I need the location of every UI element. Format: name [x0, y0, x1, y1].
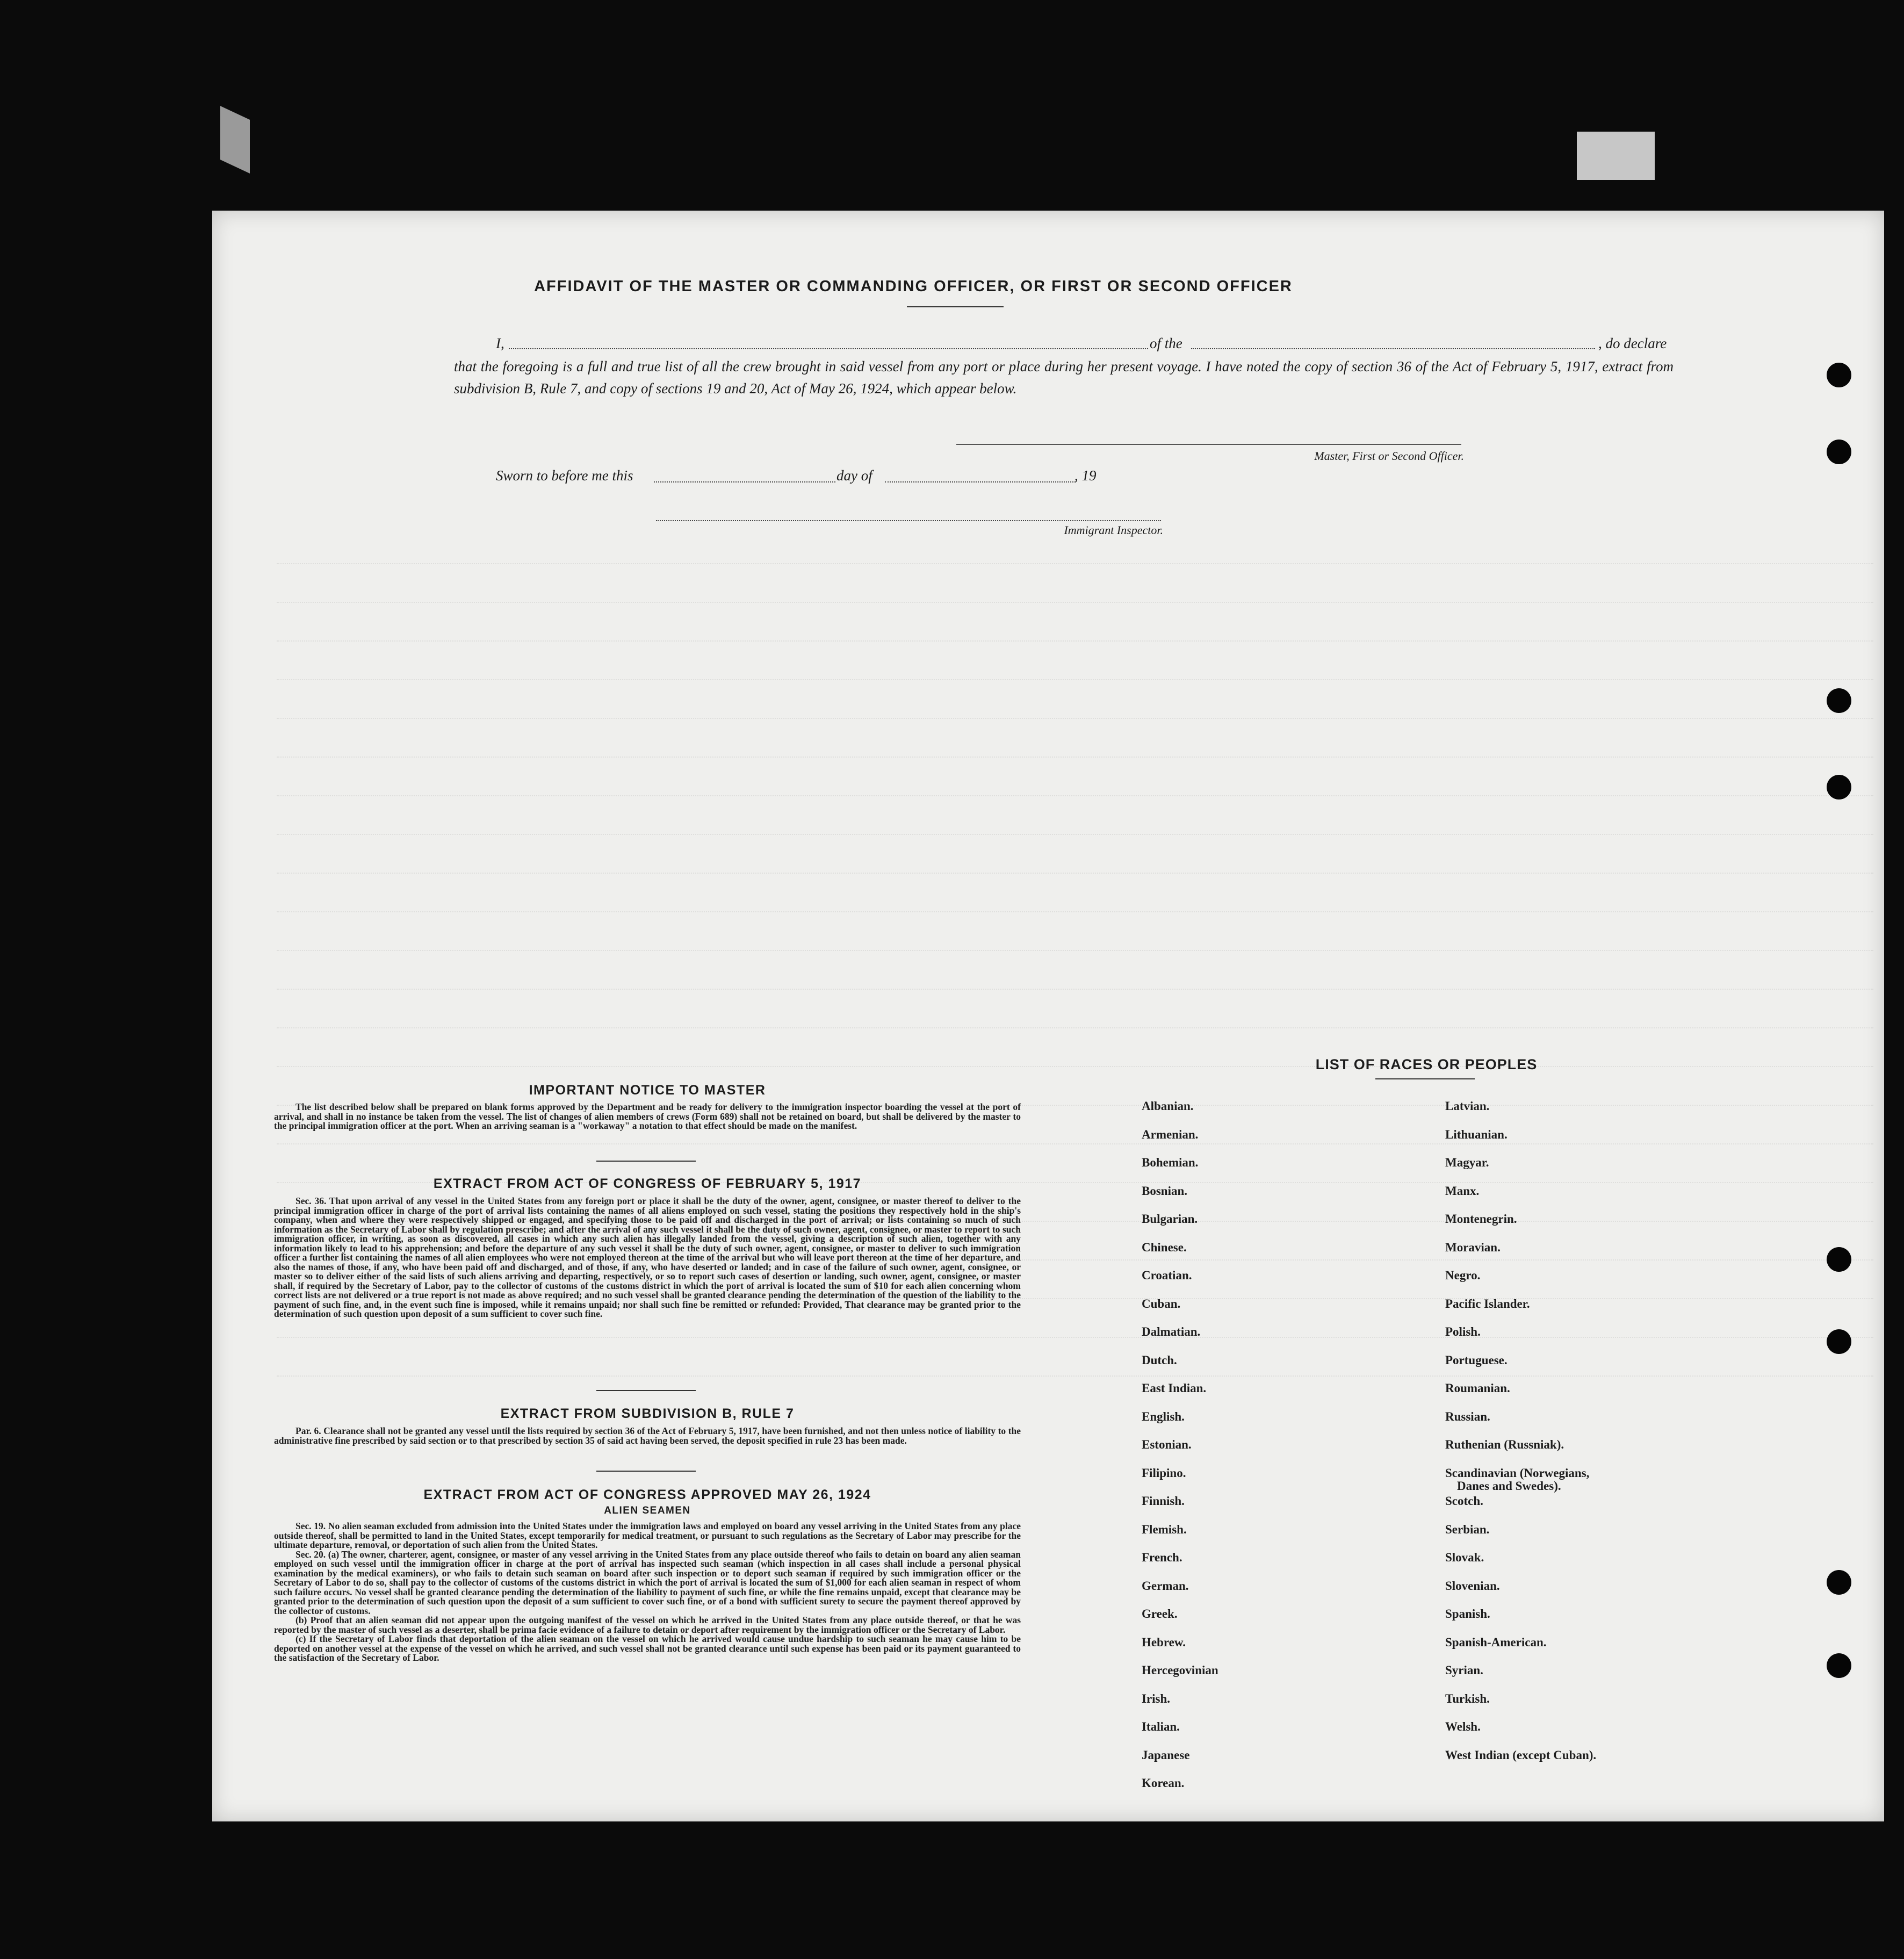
punch-hole [1827, 363, 1851, 387]
notice-text: The list described below shall be prepared on blank forms approved by the Department and be ready for delivery to the immigration inspector boarding the vessel at the port of arrival, and shall in no instance be taken from the vessel. The list of changes of alien members of crews (Form 689) shall not be retained on board, but shall be delivered by the master to the principal immigration officer at the port. When an arriving seaman is a "workaway" a notation to that effect should be made on the manifest. [274, 1101, 1021, 1131]
ghost-row [277, 593, 1873, 603]
race-item: Scandinavian (Norwegians, [1445, 1466, 1590, 1480]
ghost-row [277, 864, 1873, 874]
ghost-row [277, 941, 1873, 951]
race-item: Serbian. [1445, 1522, 1490, 1536]
races-rule [1375, 1078, 1475, 1079]
i-label: I, [496, 335, 504, 351]
race-item: English. [1142, 1409, 1185, 1423]
race-item: Danes and Swedes). [1457, 1479, 1561, 1493]
race-item: Estonian. [1142, 1438, 1192, 1451]
ghost-row [277, 825, 1873, 835]
day-of-label: day of [836, 467, 872, 484]
race-item: Pacific Islander. [1445, 1297, 1530, 1310]
notice-rule [596, 1161, 696, 1162]
race-item: Turkish. [1445, 1691, 1490, 1705]
ghost-row [277, 709, 1873, 719]
ghost-row [277, 980, 1873, 990]
extract-1917-text: Sec. 36. That upon arrival of any vessel in the United States from any foreign port or place it shall be the duty of the owner, agent, consignee, or master thereof to deliver to the principal immigration officer in charge of the port of arrival lists containing the names of all aliens employed on such vessel, stating the positions they respectively hold in the ship's company, when and where they were respectively shipped or engaged, and specifying those to be paid off and discharged in the port of arrival; or lists containing so much of such information as the Secretary of Labor shall by regulation prescribe; and after the arrival of any such vessel it shall be the duty of such owner, agent, consignee, or master to report to such immigration officer, in writing, as soon as discovered, all cases in which any such alien has illegally landed from the vessel, giving a description of such alien, together with any information likely to lead to his apprehension; and before the departure of any such vessel it shall be the duty of such owner, agent, consignee, or master to deliver to such immigration officer a further list containing the names of all alien employees who were not employed thereon at the time of the arrival but who will leave port thereon at the time of her departure, and also the names of those, if any, who have been paid off and discharged, and of those, if any, who have deserted or landed; and in case of the failure of such owner, agent, consignee, or master so to deliver either of the said lists of such aliens arriving and departing, respectively, or so to report such cases of desertion or landing, such owner, agent, consignee, or master shall, if required by the Secretary of Labor, pay to the collector of customs of the customs district in which the port of arrival is located the sum of $10 for each alien concerning whom correct lists are not delivered or a true report is not made as above required; and no such vessel shall be granted clearance pending the determination of the question of the liability to the payment of such fine, and, in the event such fine is imposed, while it remains unpaid; nor shall such fine be remitted or refunded: Provided, That clearance may be granted prior to the determination of such question upon deposit of a sum sufficient to cover such fine. [274, 1195, 1021, 1319]
race-item: Irish. [1142, 1691, 1171, 1705]
race-item: Bohemian. [1142, 1156, 1199, 1169]
race-item: Roumanian. [1445, 1381, 1510, 1395]
race-item: Scotch. [1445, 1494, 1483, 1508]
scan-clip-left [220, 106, 250, 174]
affidavit-title: AFFIDAVIT OF THE MASTER OR COMMANDING OFFICER, OR FIRST OR SECOND OFFICER [534, 278, 1293, 295]
document-page [212, 211, 1884, 1821]
vessel-field[interactable] [1191, 348, 1595, 349]
ghost-row [277, 787, 1873, 796]
alien-seamen-subtitle: ALIEN SEAMEN [604, 1505, 691, 1516]
name-field[interactable] [509, 348, 1148, 349]
extract-1924-text [274, 1522, 1021, 1663]
sworn-label: Sworn to before me this [496, 467, 633, 484]
extract-1924-title: EXTRACT FROM ACT OF CONGRESS APPROVED MAY 26, 1924 [423, 1487, 871, 1502]
race-item: Hercegovinian [1142, 1663, 1218, 1677]
do-declare-label: , do declare [1598, 335, 1667, 351]
inspector-label: Immigrant Inspector. [1064, 523, 1163, 537]
punch-hole [1827, 775, 1851, 800]
race-item: Moravian. [1445, 1240, 1501, 1254]
title-rule [907, 306, 1004, 307]
punch-hole [1827, 688, 1851, 713]
ghost-row [277, 554, 1873, 564]
race-item: Montenegrin. [1445, 1212, 1517, 1226]
race-item: Spanish. [1445, 1607, 1490, 1621]
punch-hole [1827, 1570, 1851, 1595]
rule7-text: Par. 6. Clearance shall not be granted any vessel until the lists required by section 36 of the Act of February 5, 1917, have been furnished, and not then unless notice of liability to the administrative fine prescribed by said section or to that prescribed by section 35 of said act having been served, the deposit specified in rule 23 has been made. [274, 1425, 1021, 1446]
affidavit-body: that the foregoing is a full and true list of all the crew brought in said vessel from any port or place during her present voyage. I have noted the copy of section 36 of the Act of February 5, 1917, extract from subdivision B, Rule 7, and copy of sections 19 and 20, Act of May 26, 1924, which appear below. [454, 358, 1674, 397]
ghost-row [277, 671, 1873, 680]
race-item: Dutch. [1142, 1353, 1177, 1367]
extract-1917-rule [596, 1390, 696, 1391]
inspector-signature-field[interactable] [656, 520, 1161, 521]
race-item: Chinese. [1142, 1240, 1187, 1254]
extract-1917-title: EXTRACT FROM ACT OF CONGRESS OF FEBRUARY 5, 1917 [433, 1176, 862, 1191]
race-item: Dalmatian. [1142, 1325, 1201, 1338]
race-item: Hebrew. [1142, 1635, 1186, 1649]
race-item: Armenian. [1142, 1127, 1199, 1141]
race-item: Ruthenian (Russniak). [1445, 1438, 1564, 1451]
ghost-row [277, 632, 1873, 642]
race-item: Italian. [1142, 1720, 1180, 1733]
sec20c-text: (c) If the Secretary of Labor finds that deportation of the alien seaman on the vessel on which he arrived would cause undue hardship to such seaman he may cause him to be deported on another vessel at the expense of the vessel on which he arrived, and such vessel shall not be granted clearance until such expense has been paid or its payment guaranteed to the satisfaction of the Secretary of Labor. [274, 1633, 1021, 1663]
ghost-row [277, 1019, 1873, 1028]
race-item: Japanese [1142, 1748, 1190, 1762]
race-item: Portuguese. [1445, 1353, 1508, 1367]
race-item: Russian. [1445, 1409, 1490, 1423]
ghost-row [277, 1325, 1873, 1338]
punch-hole [1827, 1247, 1851, 1272]
race-item: Albanian. [1142, 1099, 1194, 1113]
race-item: Bulgarian. [1142, 1212, 1198, 1226]
race-item: Bosnian. [1142, 1184, 1188, 1198]
race-item: Latvian. [1445, 1099, 1490, 1113]
punch-hole [1827, 440, 1851, 464]
rule7-title: EXTRACT FROM SUBDIVISION B, RULE 7 [500, 1406, 795, 1421]
sec19-text: Sec. 19. No alien seaman excluded from admission into the United States under the immigration laws and employed on board any vessel arriving in the United States from any place outside thereof, shall be permitted to land in the United States, except temporarily for medical treatment, or pursuant to such regulations as the Secretary of Labor may prescribe for the ultimate departure, removal, or deportation of such alien from the United States. [274, 1521, 1021, 1550]
race-item: Korean. [1142, 1776, 1185, 1790]
race-item: Spanish-American. [1445, 1635, 1547, 1649]
notice-title: IMPORTANT NOTICE TO MASTER [529, 1083, 766, 1098]
race-item: Welsh. [1445, 1720, 1481, 1733]
ghost-row [277, 748, 1873, 758]
race-item: Filipino. [1142, 1466, 1186, 1480]
race-item: German. [1142, 1579, 1189, 1593]
race-item: Greek. [1142, 1607, 1178, 1621]
race-item: Cuban. [1142, 1297, 1181, 1310]
punch-hole [1827, 1653, 1851, 1678]
master-label: Master, First or Second Officer. [1314, 449, 1464, 463]
punch-hole [1827, 1329, 1851, 1354]
ghost-row [277, 1135, 1873, 1144]
race-item: French. [1142, 1551, 1182, 1564]
sworn-month-field[interactable] [885, 481, 1076, 482]
race-item: East Indian. [1142, 1381, 1207, 1395]
races-title: LIST OF RACES OR PEOPLES [1315, 1056, 1538, 1072]
race-item: Polish. [1445, 1325, 1481, 1338]
race-item: Slovak. [1445, 1551, 1484, 1564]
race-item: Syrian. [1445, 1663, 1483, 1677]
race-item: Negro. [1445, 1269, 1481, 1282]
master-signature-field[interactable] [956, 444, 1461, 445]
sec20b-text: (b) Proof that an alien seaman did not appear upon the outgoing manifest of the vessel on which he arrived in the United States from any place outside thereof, or that he was reported by the master of such vessel as a deserter, shall be prima facie evidence of a failure to detain or deport after requirement by the immigration officer or the Secretary of Labor. [274, 1615, 1021, 1635]
year-label: , 19 [1074, 467, 1097, 484]
ghost-row [277, 903, 1873, 912]
sec20a-text: Sec. 20. (a) The owner, charterer, agent, consignee, or master of any vessel arriving in the United States from any place outside thereof who fails to detain on board any alien seaman employed on such vessel until the immigration officer in charge at the port of arrival has inspected such seaman (which inspection in all cases shall include a personal physical examination by the medical examiners), or who fails to detain such seaman on board after such inspection or to deport such seaman if required by such immigration officer or the Secretary of Labor to do so, shall pay to the collector of customs of the customs district in which the port of arrival is located the sum of $1,000 for each alien seaman in respect of whom such failure occurs. No vessel shall be granted clearance pending the determination of the liability to payment of such fine, or while the fine remains unpaid, except that clearance may be granted prior to the determination of such question upon the deposit of a sum sufficient to cover such fine, or of a bond with sufficient surety to secure the payment thereof approved by the collector of customs. [274, 1549, 1021, 1616]
of-the-label: of the [1150, 335, 1182, 351]
race-item: Magyar. [1445, 1156, 1489, 1169]
scan-clip-right [1577, 132, 1655, 180]
race-item: Finnish. [1142, 1494, 1185, 1508]
race-item: West Indian (except Cuban). [1445, 1748, 1597, 1762]
rule7-rule [596, 1471, 696, 1472]
race-item: Manx. [1445, 1184, 1480, 1198]
race-item: Slovenian. [1445, 1579, 1500, 1593]
race-item: Croatian. [1142, 1269, 1192, 1282]
race-item: Lithuanian. [1445, 1127, 1508, 1141]
ghost-row [277, 1367, 1873, 1377]
sworn-day-field[interactable] [654, 481, 835, 482]
race-item: Flemish. [1142, 1522, 1187, 1536]
